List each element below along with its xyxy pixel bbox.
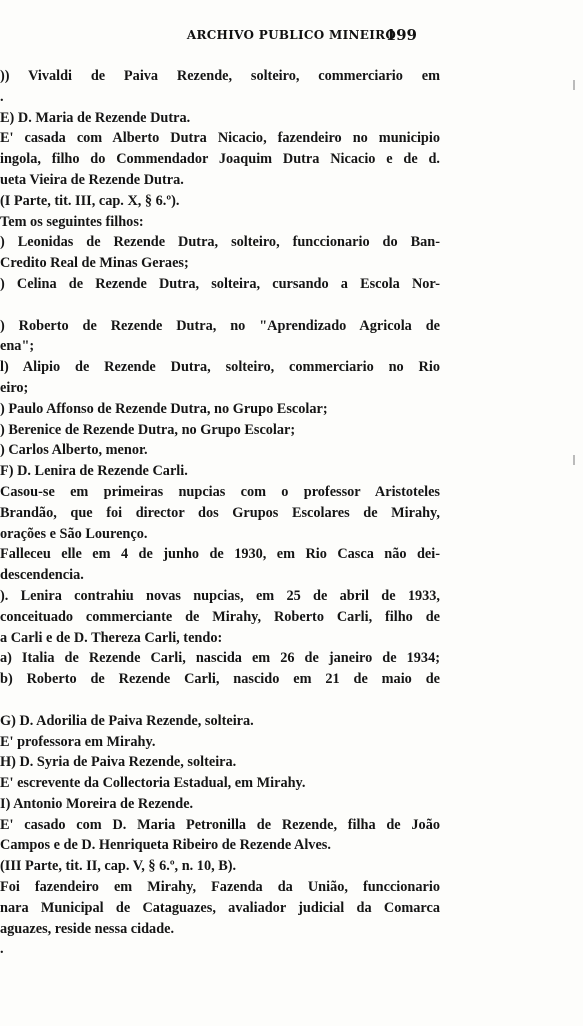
text-line: aguazes, reside nessa cidade.: [0, 920, 175, 937]
text-line: )) Vivaldi de Paiva Rezende, solteiro, commerciario em: [0, 68, 440, 84]
text-line: [0, 690, 440, 711]
text-line: Falleceu elle em 4 de junho de 1930, em Rio Casca não dei-: [0, 546, 440, 563]
text-line: ) Celina de Rezende Dutra, solteira, cursando a Escola Nor-: [0, 275, 440, 292]
text-line: F) D. Lenira de Rezende Carli.: [0, 463, 188, 480]
text-line: ena";: [0, 338, 35, 355]
text-line: E' casada com Alberto Dutra Nicacio, fazendeiro no municipio: [0, 130, 440, 147]
text-line: (III Parte, tit. II, cap. V, § 6.º, n. 10, B).: [0, 858, 237, 875]
text-line: G) D. Adorilia de Paiva Rezende, solteira.: [0, 712, 254, 729]
text-line: conceituado commerciante de Mirahy, Roberto Carli, filho de: [0, 608, 440, 625]
text-line: ) Carlos Alberto, menor.: [0, 442, 148, 459]
text-line: Foi fazendeiro em Mirahy, Fazenda da União, funccionario: [0, 879, 440, 896]
text-line: Tem os seguintes filhos:: [0, 213, 144, 230]
running-title: ARCHIVO PUBLICO MINEIRO: [186, 28, 397, 42]
scan-edge-mark: [573, 455, 575, 465]
text-line: H) D. Syria de Paiva Rezende, solteira.: [0, 754, 237, 771]
text-line: ingola, filho do Commendador Joaquim Dutra Nicacio e de d.: [0, 151, 440, 168]
text-line: [0, 295, 440, 316]
text-line: ) Leonidas de Rezende Dutra, solteiro, funccionario do Ban-: [0, 234, 440, 251]
text-line: .: [0, 941, 4, 958]
text-line: ueta Vieira de Rezende Dutra.: [0, 171, 184, 188]
text-line: a Carli e de D. Thereza Carli, tendo:: [0, 629, 223, 646]
text-line: descendencia.: [0, 567, 84, 584]
text-line: (I Parte, tit. III, cap. X, § 6.º).: [0, 192, 180, 209]
text-line: Casou-se em primeiras nupcias com o professor Aristoteles: [0, 483, 440, 500]
text-line: E' casado com D. Maria Petronilla de Rezende, filha de João: [0, 816, 440, 833]
text-line: ) Berenice de Rezende Dutra, no Grupo Escolar;: [0, 421, 296, 438]
text-line: ) Paulo Affonso de Rezende Dutra, no Grupo Escolar;: [0, 400, 328, 417]
text-line: eiro;: [0, 379, 29, 396]
text-line: .: [0, 88, 4, 105]
body-text: [0, 66, 440, 960]
text-line: Credito Real de Minas Geraes;: [0, 255, 189, 272]
text-line: E' escrevente da Collectoria Estadual, em Mirahy.: [0, 775, 306, 792]
text-line: ). Lenira contrahiu novas nupcias, em 25 de abril de 1933,: [0, 587, 440, 604]
text-line: I) Antonio Moreira de Rezende.: [0, 795, 194, 812]
text-line: Brandão, que foi director dos Grupos Escolares de Mirahy,: [0, 504, 440, 521]
text-line: ) Roberto de Rezende Dutra, no "Aprendizado Agricola de: [0, 317, 440, 334]
text-line: nara Municipal de Cataguazes, avaliador judicial da Comarca: [0, 899, 440, 916]
text-line: l) Alipio de Rezende Dutra, solteiro, commerciario no Rio: [0, 359, 440, 376]
text-line: b) Roberto de Rezende Carli, nascido em 21 de maio de: [0, 671, 440, 688]
page-header: [0, 26, 583, 46]
text-line: a) Italia de Rezende Carli, nascida em 26 de janeiro de 1934;: [0, 650, 440, 667]
text-line: E' professora em Mirahy.: [0, 733, 156, 750]
page-number: 199: [385, 26, 417, 44]
scan-edge-mark: [573, 80, 575, 90]
text-line: Campos e de D. Henriqueta Ribeiro de Rezende Alves.: [0, 837, 331, 854]
text-line: E) D. Maria de Rezende Dutra.: [0, 109, 191, 126]
text-line: orações e São Lourenço.: [0, 525, 148, 542]
